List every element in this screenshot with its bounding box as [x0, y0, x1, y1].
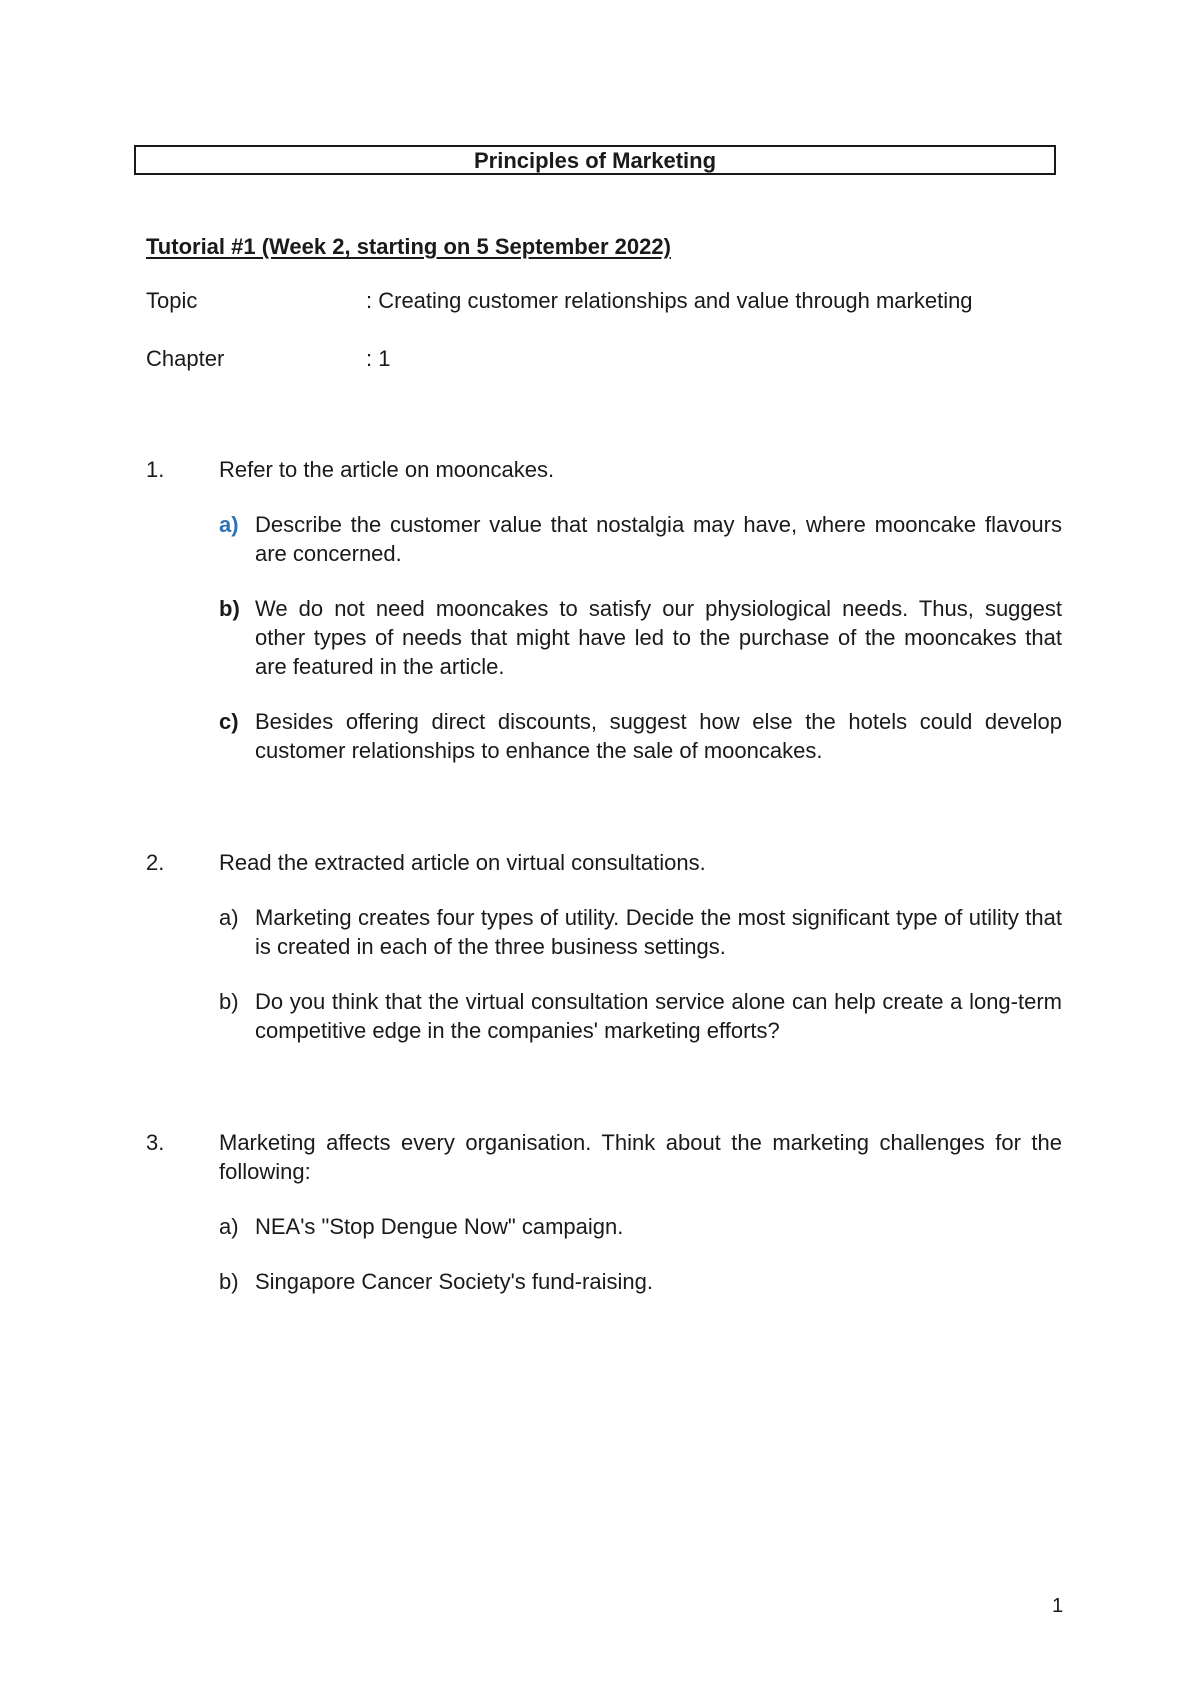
question-number: 3. — [146, 1130, 165, 1155]
meta-value-chapter: : 1 — [366, 346, 391, 371]
sub-question-list — [219, 510, 1062, 765]
question-text: Refer to the article on mooncakes. — [219, 457, 555, 482]
meta-label-chapter: Chapter — [146, 346, 225, 371]
sub-question-text: Besides offering direct discounts, suggest how else the hotels could develop customer relationships to enhance the sale of mooncakes. — [255, 709, 1062, 763]
sub-question — [219, 594, 1062, 681]
sub-question-list — [219, 1212, 1062, 1296]
meta-value-topic: : Creating customer relationships and value through marketing — [366, 288, 973, 313]
sub-question-letter: b) — [219, 989, 239, 1014]
sub-question — [219, 1212, 1062, 1241]
sub-question-text: Do you think that the virtual consultation service alone can help create a long-term competitive edge in the companies' marketing efforts? — [255, 989, 1062, 1043]
sub-question-letter: c) — [219, 709, 239, 734]
question-1 — [146, 455, 1062, 765]
sub-question-text: Marketing creates four types of utility. Decide the most significant type of utility that is created in each of the three business settings. — [255, 905, 1062, 959]
sub-question-text: NEA's "Stop Dengue Now" campaign. — [255, 1214, 624, 1239]
tutorial-heading: Tutorial #1 (Week 2, starting on 5 September 2022) — [146, 234, 671, 259]
meta-label-topic: Topic — [146, 288, 198, 313]
question-number: 2. — [146, 850, 165, 875]
sub-question-letter: b) — [219, 1269, 239, 1294]
sub-question-text: Describe the customer value that nostalgia may have, where mooncake flavours are concerned. — [255, 512, 1062, 566]
question-number: 1. — [146, 457, 165, 482]
sub-question-letter: b) — [219, 596, 240, 621]
sub-question-text: We do not need mooncakes to satisfy our physiological needs. Thus, suggest other types of needs that might have led to the purchase of the mooncakes that are featured in the article. — [255, 596, 1062, 679]
sub-question-letter: a) — [219, 512, 239, 537]
sub-question — [219, 707, 1062, 765]
sub-question — [219, 987, 1062, 1045]
question-text: Marketing affects every organisation. Think about the marketing challenges for the following: — [219, 1130, 1062, 1184]
page-number: 1 — [1052, 1595, 1064, 1617]
question-text: Read the extracted article on virtual consultations. — [219, 850, 706, 875]
question-2 — [146, 848, 1062, 1045]
page-title: Principles of Marketing — [134, 145, 1056, 175]
sub-question-list — [219, 903, 1062, 1045]
sub-question-text: Singapore Cancer Society's fund-raising. — [255, 1269, 653, 1294]
sub-question — [219, 1267, 1062, 1296]
sub-question-letter: a) — [219, 905, 239, 930]
sub-question — [219, 510, 1062, 568]
sub-question — [219, 903, 1062, 961]
question-3 — [146, 1128, 1062, 1296]
sub-question-letter: a) — [219, 1214, 239, 1239]
